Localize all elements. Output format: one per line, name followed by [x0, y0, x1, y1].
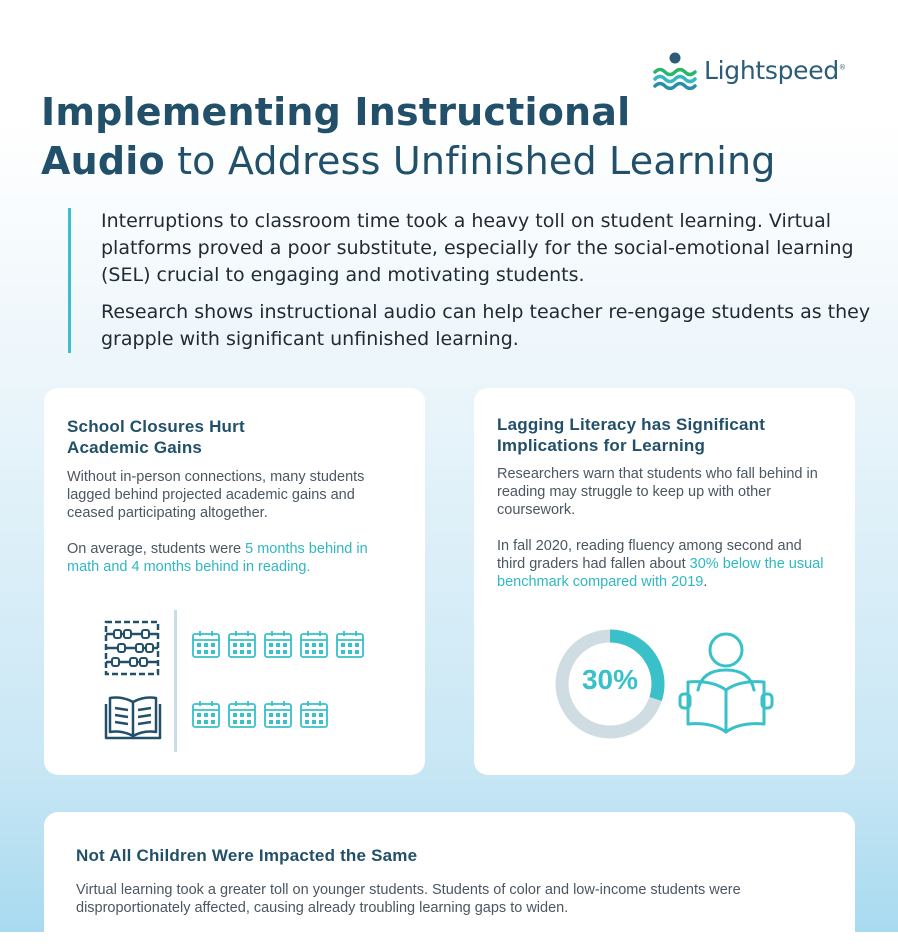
calendar-icon	[263, 699, 293, 729]
title-bold-line-2: Audio	[41, 139, 165, 183]
card-paragraph-1: Without in-person connections, many students lagged behind projected academic gains and ceased participating altogether.	[67, 469, 365, 521]
reading-months-row	[191, 699, 335, 729]
title-rest: to Address Unfinished Learning	[164, 139, 776, 183]
card-paragraph-2: In fall 2020, reading fluency among second and third graders had fallen about 30% below the usual benchmark compared with 2019.	[497, 538, 824, 590]
donut-label: 30%	[581, 664, 639, 695]
card-lagging-literacy	[474, 388, 855, 775]
calendar-icon	[335, 629, 365, 659]
math-months-row	[191, 629, 371, 659]
card-paragraph-1: Researchers warn that students who fall behind in reading may struggle to keep up with other coursework.	[497, 466, 818, 518]
card-not-all-children	[44, 812, 855, 952]
calendar-icon	[227, 699, 257, 729]
calendar-icon	[299, 629, 329, 659]
highlight-percent: 30% below the usual benchmark compared with 2019	[497, 556, 824, 590]
abacus-icon	[104, 620, 160, 676]
reader-icon	[678, 632, 774, 736]
intro-paragraph-2: Research shows instructional audio can help teacher re-engage students as they grapple with significant unfinished learning.	[101, 301, 871, 350]
highlight-months: 5 months behind in math and 4 months behind in reading.	[67, 541, 368, 575]
lightspeed-logo-icon	[652, 50, 698, 90]
intro-block	[68, 208, 871, 353]
card-heading: Not All Children Were Impacted the Same	[76, 846, 418, 865]
card-heading: School Closures Hurt Academic Gains	[67, 417, 245, 457]
card-paragraph-1: Virtual learning took a greater toll on younger students. Students of color and low-income students were disproportionately affected, causing already troubling learning gaps to widen.	[76, 882, 741, 916]
divider	[174, 610, 177, 752]
card-school-closures	[44, 388, 425, 775]
calendar-icon	[263, 629, 293, 659]
calendar-icon	[227, 629, 257, 659]
calendar-icon	[299, 699, 329, 729]
card-paragraph-2: On average, students were 5 months behind in math and 4 months behind in reading.	[67, 541, 368, 575]
page-title	[41, 88, 776, 186]
calendar-icon	[191, 629, 221, 659]
lightspeed-logo	[652, 50, 846, 90]
percent-donut	[552, 626, 668, 742]
card-heading: Lagging Literacy has Significant Implications for Learning	[497, 415, 766, 455]
calendar-icon	[191, 699, 221, 729]
intro-paragraph-1: Interruptions to classroom time took a heavy toll on student learning. Virtual platforms proved a poor substitute, especially for the social-emotional learning (SEL) crucial to engaging and motivating students.	[101, 210, 854, 286]
title-bold-line-1: Implementing Instructional	[41, 90, 631, 134]
brand-name: Lightspeed®	[704, 55, 846, 85]
book-icon	[104, 694, 162, 740]
